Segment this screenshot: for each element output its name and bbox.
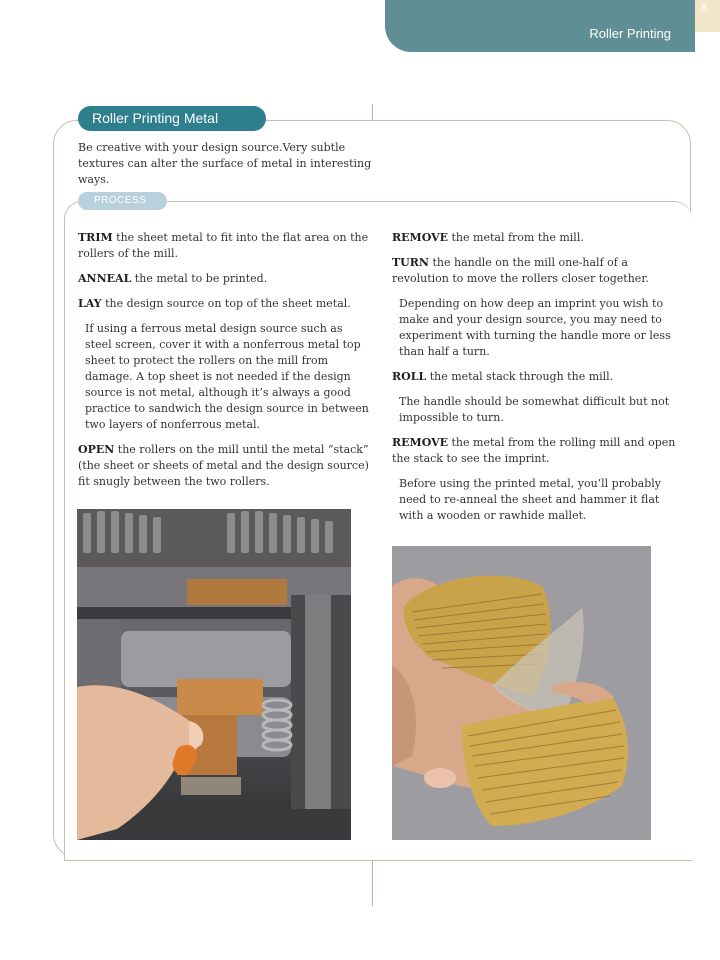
step-note-reanneal: Before using the printed metal, you’ll probably need to re-anneal the sheet and hammer it flat with a wooden or rawhide mallet. [399, 477, 661, 522]
steps-column-left [78, 230, 370, 499]
step-note-imprint-depth: Depending on how deep an imprint you wish to make and your design source, you may need to experiment with turning the handle more or less than half a turn. [399, 297, 671, 358]
imprinted-brass-photo [392, 546, 651, 840]
step-roll: ROLL the metal stack through the mill. [392, 370, 614, 383]
step-lay: LAY the design source on top of the sheet metal. [78, 297, 351, 310]
rolling-mill-illustration [77, 509, 351, 840]
step-turn: TURN the handle on the mill one-half of a revolution to move the rollers closer together. [392, 256, 649, 285]
step-open: OPEN the rollers on the mill until the metal “stack” (the sheet or sheets of metal and the design source) fit snugly between the two rollers. [78, 443, 369, 488]
step-remove-final: REMOVE the metal from the rolling mill and open the stack to see the imprint. [392, 436, 676, 465]
chapter-title: Roller Printing [589, 26, 671, 41]
process-label: PROCESS [78, 192, 167, 210]
chapter-header-tab [385, 0, 695, 52]
gutter-line-top [372, 104, 373, 120]
page-number-tab [695, 0, 720, 32]
gutter-line-bottom [372, 858, 373, 906]
step-note-ferrous: If using a ferrous metal design source such as steel screen, cover it with a nonferrous metal top sheet to protect the rollers on the mill from damage. A top sheet is not needed if the design source is not metal, although it’s always a good practice to sandwich the design source in between two layers of nonferrous metal. [85, 322, 369, 431]
section-title: Roller Printing Metal [78, 106, 266, 131]
step-trim: TRIM the sheet metal to fit into the flat area on the rollers of the mill. [78, 231, 369, 260]
section-intro: Be creative with your design source.Very subtle textures can alter the surface of metal in interesting ways. [78, 141, 372, 186]
imprinted-brass-illustration [392, 546, 651, 840]
rolling-mill-photo [77, 509, 351, 840]
page-number: 8 [701, 2, 708, 14]
step-anneal: ANNEAL the metal to be printed. [78, 272, 268, 285]
step-remove: REMOVE the metal from the mill. [392, 231, 584, 244]
step-note-handle: The handle should be somewhat difficult but not impossible to turn. [399, 395, 670, 424]
steps-column-right [392, 230, 682, 533]
